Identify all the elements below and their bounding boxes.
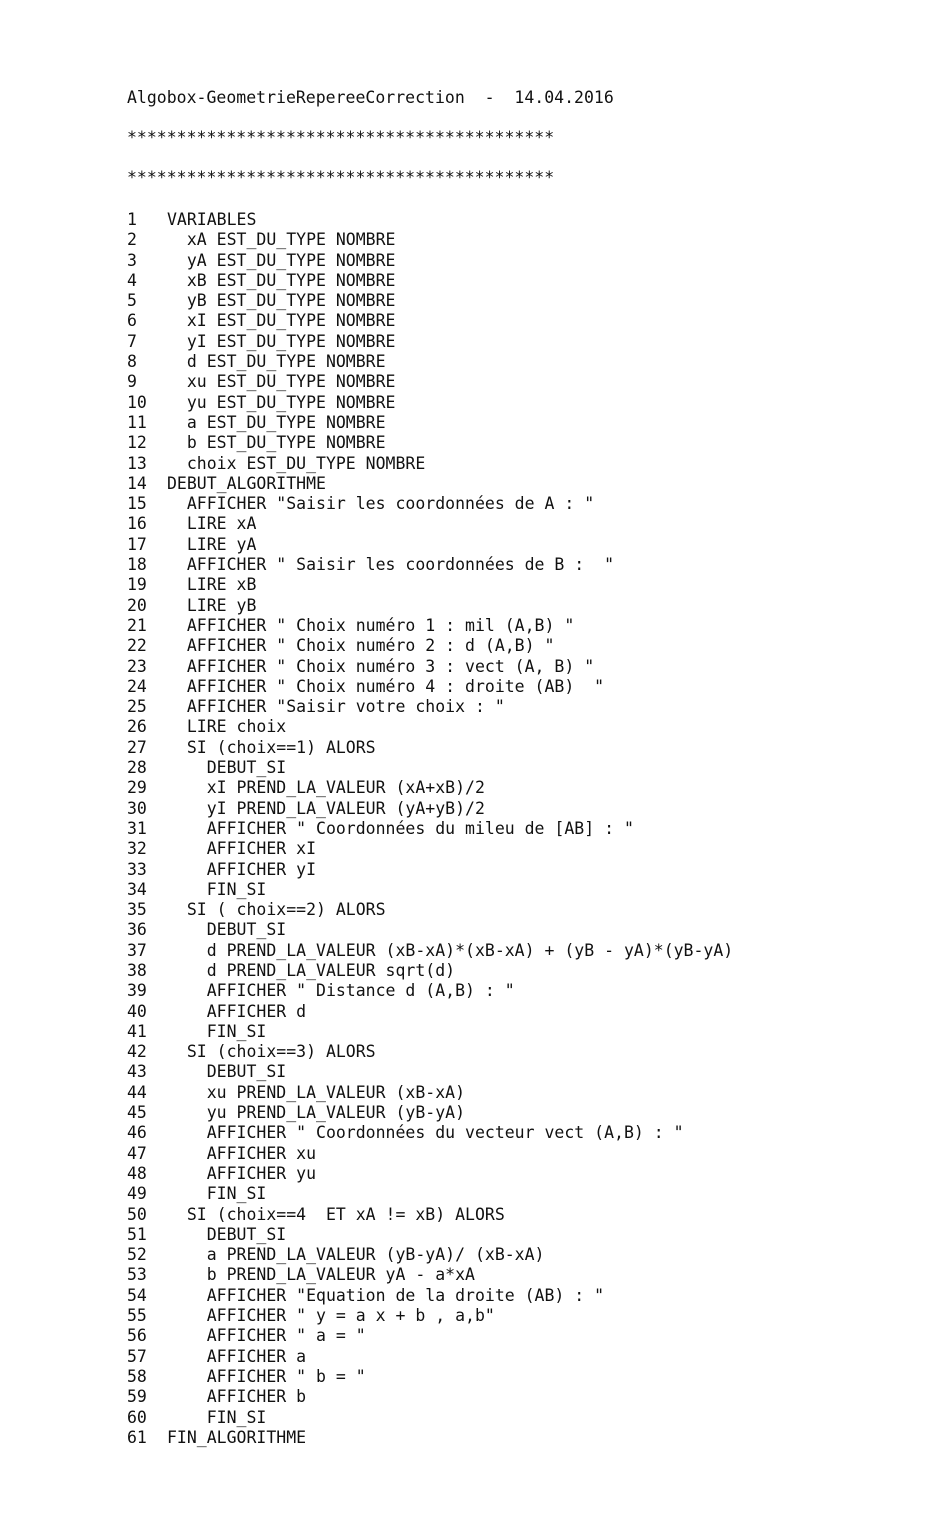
separator-line: ******************************************* [127,168,555,187]
code-line [127,575,733,595]
code-line [127,657,733,677]
code-line [127,230,733,250]
line-number: 9 [127,372,137,392]
line-number: 37 [127,940,147,960]
code-line [127,981,733,1001]
code-line [127,332,733,352]
line-code: AFFICHER " Choix numéro 4 : droite (AB) " [167,676,605,696]
line-number: 6 [127,311,137,331]
line-number: 7 [127,331,137,351]
line-code: a EST_DU_TYPE NOMBRE [167,412,386,432]
line-number: 60 [127,1407,147,1427]
line-code: yB EST_DU_TYPE NOMBRE [167,291,396,311]
line-code: AFFICHER " b = " [167,1366,366,1386]
line-number: 55 [127,1306,147,1326]
line-code: LIRE yB [167,595,257,615]
line-code: DEBUT_SI [167,1224,287,1244]
line-number: 5 [127,291,137,311]
line-number: 3 [127,250,137,270]
line-code: yA EST_DU_TYPE NOMBRE [167,250,396,270]
line-code: b PREND_LA_VALEUR yA - a*xA [167,1265,475,1285]
code-line [127,1002,733,1022]
line-code: xB EST_DU_TYPE NOMBRE [167,270,396,290]
line-code: SI (choix==1) ALORS [167,737,376,757]
line-code: AFFICHER " a = " [167,1326,366,1346]
code-line [127,1184,733,1204]
line-number: 4 [127,270,137,290]
line-number: 57 [127,1346,147,1366]
code-line [127,1387,733,1407]
line-code: AFFICHER " Coordonnées du vecteur vect (A,B) : " [167,1123,684,1143]
line-number: 16 [127,514,147,534]
code-line [127,514,733,534]
line-code: DEBUT_SI [167,758,287,778]
line-code: DEBUT_SI [167,920,287,940]
line-number: 33 [127,859,147,879]
code-line [127,758,733,778]
code-line [127,697,733,717]
line-number: 17 [127,534,147,554]
code-line [127,555,733,575]
line-code: DEBUT_SI [167,1062,287,1082]
code-listing [127,210,733,1448]
document-title: Algobox-GeometrieRepereeCorrection - 14.04.2016 [127,88,614,107]
code-line [127,1042,733,1062]
code-line [127,393,733,413]
code-line [127,1367,733,1387]
code-line [127,413,733,433]
line-number: 46 [127,1123,147,1143]
code-line [127,819,733,839]
line-code: AFFICHER xu [167,1143,317,1163]
line-code: AFFICHER "Equation de la droite (AB) : " [167,1285,605,1305]
code-line [127,677,733,697]
line-number: 59 [127,1387,147,1407]
line-code: xu EST_DU_TYPE NOMBRE [167,372,396,392]
line-code: FIN_SI [167,879,267,899]
code-line [127,636,733,656]
code-line [127,920,733,940]
code-line [127,1062,733,1082]
line-code: AFFICHER " Distance d (A,B) : " [167,981,515,1001]
line-number: 13 [127,453,147,473]
code-line [127,1306,733,1326]
line-code: LIRE choix [167,717,287,737]
line-number: 19 [127,575,147,595]
line-code: LIRE xA [167,514,257,534]
line-code: b EST_DU_TYPE NOMBRE [167,433,386,453]
line-code: yu EST_DU_TYPE NOMBRE [167,392,396,412]
code-line [127,596,733,616]
line-code: AFFICHER "Saisir votre choix : " [167,697,505,717]
line-number: 25 [127,697,147,717]
line-number: 20 [127,595,147,615]
code-line [127,738,733,758]
code-line [127,860,733,880]
line-code: yu PREND_LA_VALEUR (yB-yA) [167,1103,466,1123]
line-code: d PREND_LA_VALEUR sqrt(d) [167,960,456,980]
line-number: 44 [127,1082,147,1102]
code-line [127,210,733,230]
code-line [127,311,733,331]
code-line [127,1225,733,1245]
line-number: 39 [127,981,147,1001]
code-line [127,454,733,474]
line-code: LIRE xB [167,575,257,595]
line-number: 18 [127,555,147,575]
code-line [127,1408,733,1428]
line-number: 35 [127,900,147,920]
line-number: 31 [127,818,147,838]
line-number: 14 [127,473,147,493]
line-code: AFFICHER yu [167,1163,317,1183]
line-code: xu PREND_LA_VALEUR (xB-xA) [167,1082,466,1102]
line-code: FIN_SI [167,1184,267,1204]
line-number: 56 [127,1326,147,1346]
line-code: DEBUT_ALGORITHME [167,473,326,493]
line-number: 28 [127,758,147,778]
line-number: 24 [127,676,147,696]
line-number: 2 [127,230,137,250]
code-line [127,880,733,900]
line-number: 50 [127,1204,147,1224]
line-number: 52 [127,1245,147,1265]
line-code: AFFICHER " y = a x + b , a,b" [167,1306,495,1326]
code-line [127,1123,733,1143]
line-number: 29 [127,778,147,798]
line-code: yI EST_DU_TYPE NOMBRE [167,331,396,351]
line-code: d PREND_LA_VALEUR (xB-xA)*(xB-xA) + (yB - yA)*(yB-yA) [167,940,734,960]
line-code: FIN_ALGORITHME [167,1427,307,1447]
code-line [127,1144,733,1164]
line-code: AFFICHER " Choix numéro 1 : mil (A,B) " [167,615,575,635]
line-code: AFFICHER b [167,1387,307,1407]
line-number: 10 [127,392,147,412]
line-code: SI (choix==3) ALORS [167,1042,376,1062]
line-code: AFFICHER d [167,1001,307,1021]
line-number: 1 [127,210,137,229]
code-line [127,1265,733,1285]
line-number: 54 [127,1285,147,1305]
line-code: AFFICHER " Coordonnées du mileu de [AB] : " [167,818,634,838]
code-line [127,352,733,372]
line-code: AFFICHER a [167,1346,307,1366]
line-code: LIRE yA [167,534,257,554]
line-number: 12 [127,433,147,453]
line-number: 36 [127,920,147,940]
code-line [127,1326,733,1346]
line-code: AFFICHER yI [167,859,317,879]
line-number: 26 [127,717,147,737]
line-number: 48 [127,1163,147,1183]
line-number: 27 [127,737,147,757]
code-line [127,941,733,961]
code-line [127,1245,733,1265]
code-line [127,1205,733,1225]
line-number: 8 [127,352,137,372]
code-line [127,616,733,636]
code-line [127,291,733,311]
line-code: xA EST_DU_TYPE NOMBRE [167,230,396,250]
code-line [127,372,733,392]
line-code: AFFICHER "Saisir les coordonnées de A : " [167,494,595,514]
line-number: 23 [127,656,147,676]
code-line [127,778,733,798]
code-line [127,1347,733,1367]
line-code: AFFICHER " Choix numéro 3 : vect (A, B) " [167,656,595,676]
line-number: 41 [127,1021,147,1041]
code-line [127,1022,733,1042]
line-number: 21 [127,615,147,635]
line-number: 45 [127,1103,147,1123]
line-code: FIN_SI [167,1021,267,1041]
line-code: SI ( choix==2) ALORS [167,900,386,920]
line-code: xI EST_DU_TYPE NOMBRE [167,311,396,331]
line-code: FIN_SI [167,1407,267,1427]
line-number: 40 [127,1001,147,1021]
code-line [127,251,733,271]
code-line [127,961,733,981]
line-number: 53 [127,1265,147,1285]
line-code: xI PREND_LA_VALEUR (xA+xB)/2 [167,778,485,798]
code-line [127,535,733,555]
line-number: 38 [127,960,147,980]
line-number: 51 [127,1224,147,1244]
line-number: 11 [127,412,147,432]
code-line [127,474,733,494]
line-number: 15 [127,494,147,514]
separator-line: ******************************************* [127,128,555,147]
line-code: a PREND_LA_VALEUR (yB-yA)/ (xB-xA) [167,1245,545,1265]
line-code: SI (choix==4 ET xA != xB) ALORS [167,1204,505,1224]
line-number: 32 [127,839,147,859]
line-code: choix EST_DU_TYPE NOMBRE [167,453,426,473]
line-number: 42 [127,1042,147,1062]
code-line [127,839,733,859]
line-number: 22 [127,636,147,656]
code-line [127,433,733,453]
line-code: AFFICHER " Saisir les coordonnées de B : " [167,555,615,575]
line-number: 58 [127,1366,147,1386]
line-code: AFFICHER xI [167,839,317,859]
code-line [127,494,733,514]
line-code: VARIABLES [167,210,257,229]
line-number: 43 [127,1062,147,1082]
code-line [127,1164,733,1184]
code-line [127,900,733,920]
line-code: AFFICHER " Choix numéro 2 : d (A,B) " [167,636,555,656]
line-number: 30 [127,798,147,818]
line-number: 61 [127,1427,147,1447]
code-line [127,1103,733,1123]
code-line [127,1428,733,1448]
line-number: 34 [127,879,147,899]
line-number: 49 [127,1184,147,1204]
line-code: yI PREND_LA_VALEUR (yA+yB)/2 [167,798,485,818]
code-line [127,799,733,819]
code-line [127,1286,733,1306]
line-number: 47 [127,1143,147,1163]
code-line [127,1083,733,1103]
line-code: d EST_DU_TYPE NOMBRE [167,352,386,372]
code-line [127,717,733,737]
code-line [127,271,733,291]
